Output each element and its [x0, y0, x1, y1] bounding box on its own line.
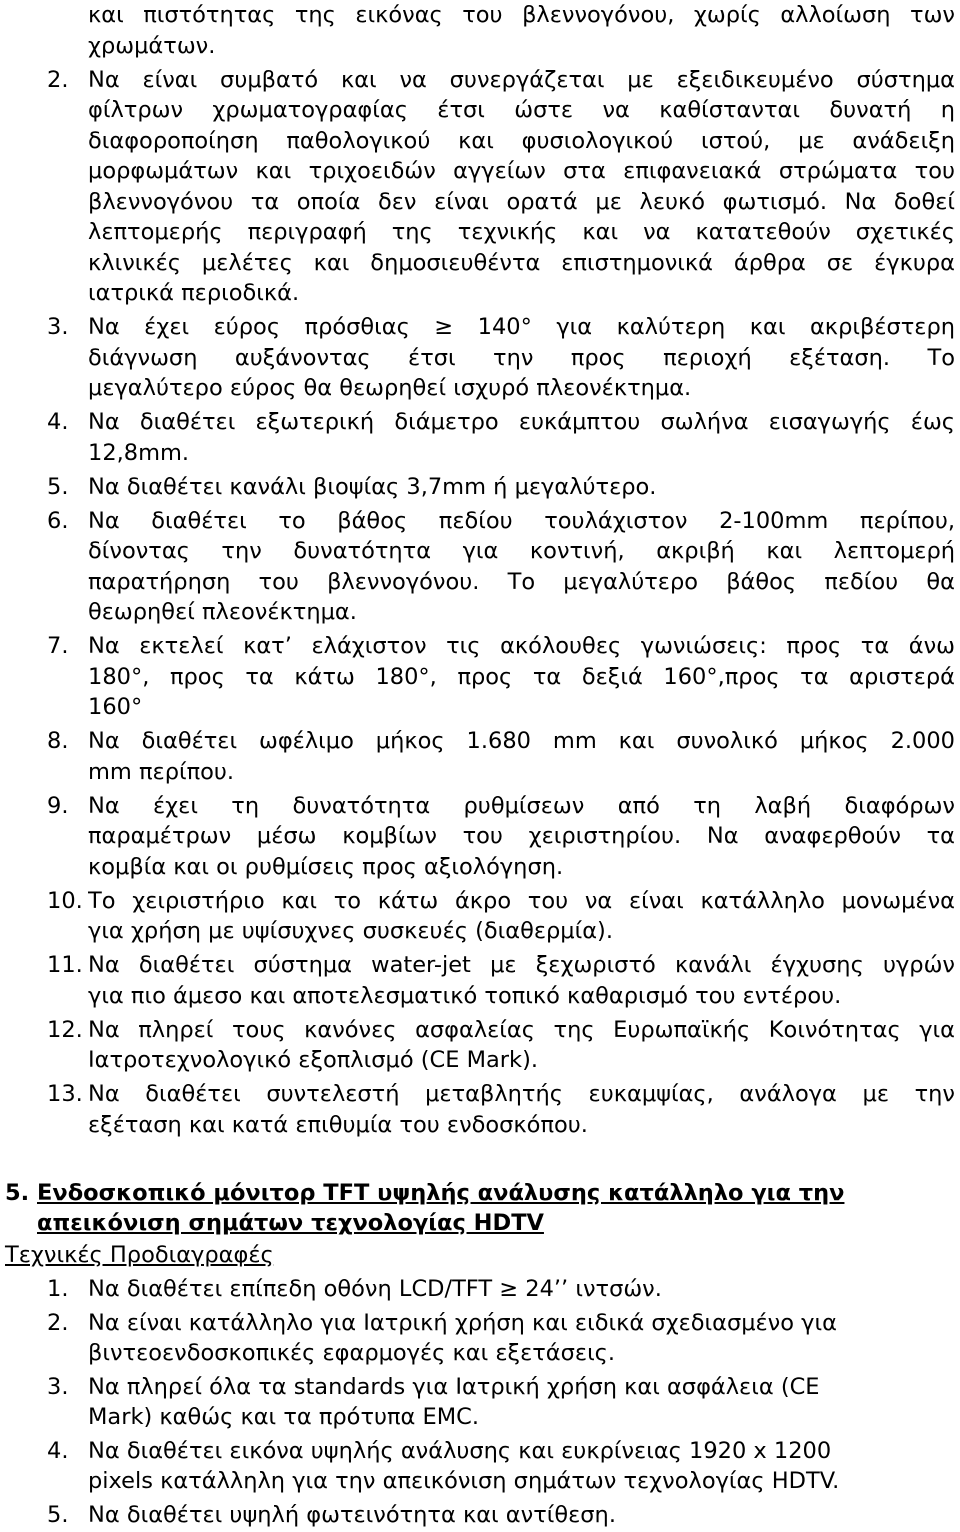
item-number: 5.: [47, 1502, 69, 1528]
text-line: βιντεοενδοσκοπικές εφαρμογές και εξετάσεις.: [88, 1340, 616, 1366]
list-item: [47, 1500, 955, 1530]
section-heading: [5, 1178, 955, 1238]
text-line: λεπτομερής περιγραφή της τεχνικής και να κατατεθούν σχετικές: [88, 219, 955, 245]
list-item: [47, 726, 955, 787]
list-item: [47, 1308, 955, 1368]
list-item: [47, 506, 955, 628]
text-line: Να είναι συμβατό και να συνεργάζεται με εξειδικευμένο σύστημα: [88, 66, 955, 93]
list-item: [47, 886, 955, 947]
text-line: Το χειριστήριο και το κάτω άκρο του να είναι κατάλληλο μονωμένα: [88, 887, 955, 914]
item-number: 7.: [47, 633, 69, 659]
item-number: 3.: [47, 1374, 69, 1400]
text-line: για πιο άμεσο και αποτελεσματικό τοπικό καθαρισμό του εντέρου.: [88, 982, 842, 1009]
text-line: Να διαθέτει το βάθος πεδίου τουλάχιστον 2-100mm περίπου,: [88, 507, 955, 534]
text-line: διάγνωση αυξάνοντας έτσι την προς περιοχή εξέταση. Το: [88, 344, 955, 371]
text-line: Να διαθέτει εξωτερική διάμετρο ευκάμπτου σωλήνα εισαγωγής έως: [88, 409, 955, 435]
text-line: 12,8mm.: [88, 439, 190, 466]
text-line: διαφοροποίηση παθολογικού και φυσιολογικού ιστού, με ανάδειξη: [88, 127, 955, 154]
item-number: 9.: [47, 792, 69, 819]
text-line: Να διαθέτει συντελεστή μεταβλητής ευκαμψίας, ανάλογα με την: [88, 1081, 955, 1107]
text-line: κομβία και οι ρυθμίσεις προς αξιολόγηση.: [88, 853, 564, 880]
text-line: Να πληρεί τους κανόνες ασφαλείας της Ευρωπαϊκής Κοινότητας για: [88, 1016, 955, 1043]
list-item: [47, 65, 955, 309]
item-number: 3.: [47, 314, 69, 340]
list-item: [47, 1274, 955, 1304]
section-title-line: Ενδοσκοπικό μόνιτορ TFT υψηλής ανάλυσης κατάλληλο για την: [37, 1180, 845, 1206]
text-line: ιατρικά περιοδικά.: [88, 280, 300, 306]
text-line: βλεννογόνου τα οποία δεν είναι ορατά με λευκό φωτισμό. Να δοθεί: [88, 188, 955, 215]
text-line: Να έχει εύρος πρόσθιας ≥ 140° για καλύτερη και ακριβέστερη: [88, 314, 955, 340]
list-item: [47, 950, 955, 1011]
list-item: [47, 407, 955, 468]
list-item: [47, 1079, 955, 1140]
item-number: 6.: [47, 507, 69, 534]
item-number: 8.: [47, 728, 69, 754]
item-number: 5.: [47, 473, 69, 500]
text-line: Να έχει τη δυνατότητα ρυθμίσεων από τη λαβή διαφόρων: [88, 792, 955, 819]
text-line: εξέταση και κατά επιθυμία του ενδοσκόπου.: [88, 1111, 588, 1138]
text-line: παρατήρηση του βλεννογόνου. Το μεγαλύτερο βάθος πεδίου θα: [88, 568, 955, 595]
text-line: Να διαθέτει επίπεδη οθόνη LCD/TFT ≥ 24’’ ιντσών.: [88, 1276, 662, 1302]
text-line: Ιατροτεχνολογικό εξοπλισμό (CE Mark).: [88, 1047, 538, 1073]
text-line: Να διαθέτει σύστημα water-jet με ξεχωριστό κανάλι έγχυσης υγρών: [88, 952, 955, 978]
text-line: μορφωμάτων και τριχοειδών αγγείων στα επιφανειακά στρώματα του: [88, 158, 955, 184]
item-number: 11.: [47, 952, 83, 978]
list-item: [47, 472, 955, 503]
section-number: 5.: [5, 1180, 30, 1206]
text-line: Να πληρεί όλα τα standards για Ιατρική χρήση και ασφάλεια (CE: [88, 1374, 820, 1400]
item-number: 12.: [47, 1016, 83, 1043]
item-number: 13.: [47, 1081, 83, 1107]
text-line: Να διαθέτει εικόνα υψηλής ανάλυσης και ευκρίνειας 1920 x 1200: [88, 1438, 832, 1464]
item-number: 2.: [47, 1310, 69, 1336]
text-line: Να διαθέτει υψηλή φωτεινότητα και αντίθεση.: [88, 1502, 616, 1528]
text-line: Να διαθέτει ωφέλιμο μήκος 1.680 mm και συνολικό μήκος 2.000: [88, 728, 955, 754]
text-line: δίνοντας την δυνατότητα για κοντινή, ακριβή και λεπτομερή: [88, 538, 955, 564]
text-line: Να εκτελεί κατ’ ελάχιστον τις ακόλουθες γωνιώσεις: προς τα άνω: [88, 633, 955, 659]
item-number: 4.: [47, 409, 69, 435]
text-line: και πιστότητας της εικόνας του βλεννογόνου, χωρίς αλλοίωση των: [88, 2, 955, 28]
text-line: θεωρηθεί πλεονέκτημα.: [88, 599, 357, 625]
text-line: μεγαλύτερο εύρος θα θεωρηθεί ισχυρό πλεονέκτημα.: [88, 375, 692, 401]
text-line: pixels κατάλληλη για την απεικόνιση σημάτων τεχνολογίας HDTV.: [88, 1468, 840, 1494]
text-line: Να διαθέτει κανάλι βιοψίας 3,7mm ή μεγαλύτερο.: [88, 473, 657, 500]
monitor-section: [0, 1178, 960, 1530]
text-line: 160°: [88, 694, 143, 720]
section-title-line: [37, 1208, 955, 1238]
text-line: Να είναι κατάλληλο για Ιατρική χρήση και ειδικά σχεδιασμένο για: [88, 1310, 837, 1336]
section-title-text: απεικόνιση σημάτων τεχνολογίας HDTV: [37, 1210, 544, 1236]
item-number: 2.: [47, 66, 69, 93]
text-line: κλινικές μελέτες και δημοσιευθέντα επιστημονικά άρθρα σε έγκυρα: [88, 249, 955, 276]
subtitle-text: Τεχνικές Προδιαγραφές: [5, 1242, 274, 1268]
text-line: για χρήση με υψίσυχνες συσκευές (διαθερμία).: [88, 918, 613, 944]
paragraph-continuation: [88, 0, 955, 61]
text-line: Mark) καθώς και τα πρότυπα EMC.: [88, 1404, 480, 1430]
list-item: [47, 631, 955, 723]
text-line: φίλτρων χρωματογραφίας έτσι ώστε να καθίστανται δυνατή η: [88, 97, 955, 123]
text-line: mm περίπου.: [88, 758, 235, 785]
list-item: [47, 1436, 955, 1496]
item-number: 4.: [47, 1438, 69, 1464]
text-line: χρωμάτων.: [88, 32, 216, 59]
text-line: παραμέτρων μέσω κομβίων του χειριστηρίου. Να αναφερθούν τα: [88, 823, 955, 849]
list-item: [47, 791, 955, 883]
item-number: 10.: [47, 887, 83, 914]
list-item: [47, 1015, 955, 1076]
list-item: [47, 1372, 955, 1432]
text-line: 180°, προς τα κάτω 180°, προς τα δεξιά 160°,προς τα αριστερά: [88, 663, 955, 690]
item-number: 1.: [47, 1276, 69, 1302]
list-item: [47, 312, 955, 404]
section-subtitle: [5, 1240, 960, 1270]
